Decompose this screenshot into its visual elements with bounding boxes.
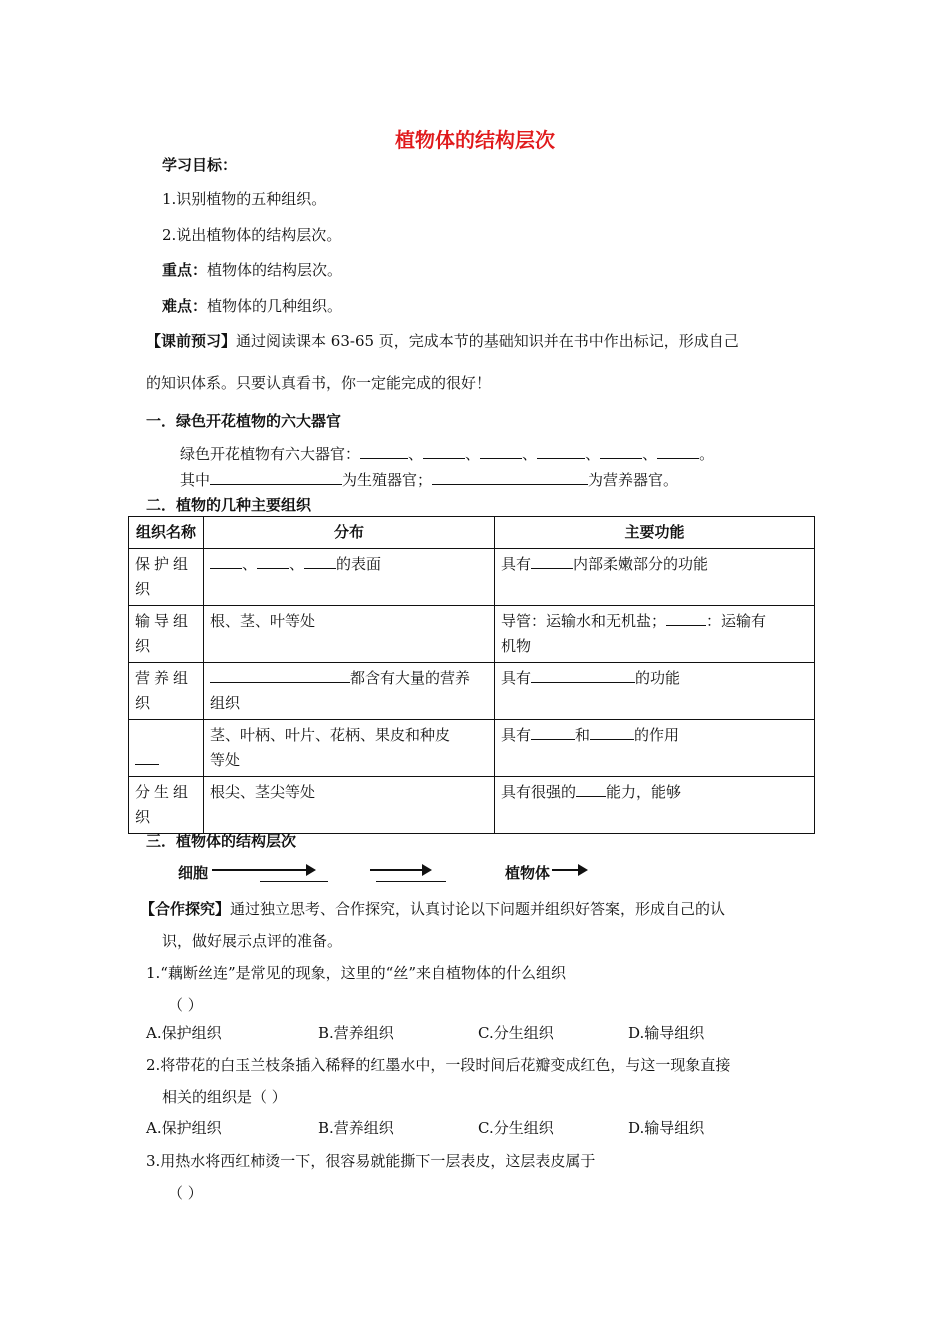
- explore-label: 【合作探究】: [140, 900, 231, 918]
- dist-text: 组织: [210, 694, 241, 712]
- preview-paragraph: [146, 330, 739, 351]
- dist-text: 都含有大量的营养: [350, 669, 471, 687]
- header-function: 主要功能: [495, 517, 815, 549]
- objectives-heading: 学习目标：: [162, 156, 238, 174]
- arrow-icon: [552, 869, 586, 871]
- func-text: 具有: [501, 726, 532, 744]
- table-header-row: [129, 517, 815, 549]
- sep: 、: [585, 445, 601, 463]
- func-text: 具有: [501, 669, 532, 687]
- tissue-function: [495, 720, 815, 777]
- blank[interactable]: [423, 444, 465, 459]
- section1-heading: 一．绿色开花植物的六大器官: [146, 412, 342, 430]
- blank[interactable]: [657, 444, 699, 459]
- organs-line: [180, 443, 714, 464]
- func-text: 机物: [501, 637, 532, 655]
- blank[interactable]: [257, 554, 289, 569]
- blank[interactable]: [666, 611, 706, 626]
- table-row: [129, 720, 815, 777]
- tissue-name: 营养组织: [129, 663, 204, 720]
- question-2-line2[interactable]: 相关的组织是（ ）: [162, 1088, 287, 1106]
- page-title: 植物体的结构层次: [395, 128, 555, 152]
- section2-heading: 二．植物的几种主要组织: [146, 496, 312, 514]
- difficulty-point: [162, 295, 342, 316]
- arrow-icon: [212, 869, 314, 871]
- tissue-function: [495, 606, 815, 663]
- table-row: [129, 606, 815, 663]
- preview-line1: 通过阅读课本 63-65 页，完成本节的基础知识并在书中作出标记，形成自己: [236, 332, 739, 350]
- blank[interactable]: [600, 444, 642, 459]
- key-point-text: 植物体的结构层次。: [207, 261, 343, 279]
- explore-paragraph: [140, 898, 725, 919]
- sep: 、: [465, 445, 481, 463]
- dist-text: 的表面: [336, 555, 382, 573]
- tissue-distribution: [204, 663, 495, 720]
- blank[interactable]: [531, 668, 635, 683]
- dist-text: 茎、叶柄、叶片、花柄、果皮和种皮: [210, 726, 451, 744]
- blank[interactable]: [537, 444, 585, 459]
- difficulty-text: 植物体的几种组织。: [207, 297, 343, 315]
- blank[interactable]: [590, 725, 634, 740]
- objective-item: 1.识别植物的五种组织。: [162, 190, 327, 208]
- blank[interactable]: [360, 444, 408, 459]
- organs-end: 为营养器官。: [588, 471, 679, 489]
- question-2: 2.将带花的白玉兰枝条插入稀释的红墨水中，一段时间后花瓣变成红色，与这一现象直接: [146, 1056, 731, 1074]
- objective-item: 2.说出植物体的结构层次。: [162, 226, 342, 244]
- question-1-bracket[interactable]: （ ）: [168, 996, 203, 1014]
- organs-prefix: 绿色开花植物有六大器官：: [180, 445, 361, 463]
- preview-label: 【课前预习】: [146, 332, 237, 350]
- table-row: [129, 663, 815, 720]
- organs-mid: 为生殖器官；: [342, 471, 433, 489]
- option-c[interactable]: C.分生组织: [478, 1119, 554, 1137]
- dist-text: 等处: [210, 751, 241, 769]
- tissue-distribution: [204, 720, 495, 777]
- func-text: 具有很强的: [501, 783, 577, 801]
- tissue-distribution: 根尖、茎尖等处: [204, 777, 495, 834]
- blank[interactable]: [576, 782, 606, 797]
- option-d[interactable]: D.输导组织: [628, 1024, 705, 1042]
- question-3-bracket[interactable]: （ ）: [168, 1184, 203, 1202]
- func-text: 的功能: [635, 669, 681, 687]
- blank[interactable]: [432, 470, 588, 485]
- blank[interactable]: [210, 470, 342, 485]
- blank[interactable]: [210, 554, 242, 569]
- option-c[interactable]: C.分生组织: [478, 1024, 554, 1042]
- tissue-distribution: 、 、 的表面: [204, 549, 495, 606]
- tissue-name: 输导组织: [129, 606, 204, 663]
- difficulty-label: 难点：: [162, 297, 208, 315]
- sep: 、: [642, 445, 658, 463]
- end: 。: [699, 445, 715, 463]
- sep: 、: [522, 445, 538, 463]
- func-text: 和: [575, 726, 591, 744]
- tissue-name: 保护组织: [129, 549, 204, 606]
- blank[interactable]: [304, 554, 336, 569]
- section3-heading: 三．植物体的结构层次: [146, 832, 297, 850]
- option-b[interactable]: B.营养组织: [318, 1119, 394, 1137]
- question-1: 1.“藕断丝连”是常见的现象，这里的“丝”来自植物体的什么组织: [146, 964, 566, 982]
- option-d[interactable]: D.输导组织: [628, 1119, 705, 1137]
- option-a[interactable]: A.保护组织: [146, 1024, 222, 1042]
- tissue-function: [495, 663, 815, 720]
- func-text: 导管：运输水和无机盐；: [501, 612, 667, 630]
- func-text: 能力，能够: [606, 783, 682, 801]
- blank[interactable]: [135, 750, 159, 765]
- tissue-function: [495, 549, 815, 606]
- func-text: 内部柔嫩部分的功能: [573, 555, 709, 573]
- blank[interactable]: [531, 725, 575, 740]
- blank[interactable]: [210, 668, 350, 683]
- arrow-icon: [370, 869, 430, 871]
- hierarchy-blank[interactable]: [376, 881, 446, 882]
- hierarchy-end: 植物体: [505, 864, 551, 882]
- func-text: ：运输有: [706, 612, 767, 630]
- organs-line2: [180, 469, 678, 490]
- preview-line2: 的知识体系。只要认真看书，你一定能完成的很好！: [146, 374, 492, 392]
- func-text: 的作用: [634, 726, 680, 744]
- table-row: [129, 549, 815, 606]
- blank[interactable]: [531, 554, 573, 569]
- header-name: 组织名称: [129, 517, 204, 549]
- header-distribution: 分布: [204, 517, 495, 549]
- key-point: [162, 259, 342, 280]
- question-3: 3.用热水将西红柿烫一下，很容易就能撕下一层表皮，这层表皮属于: [146, 1152, 596, 1170]
- tissue-name: [129, 720, 204, 777]
- table-row: [129, 777, 815, 834]
- hierarchy-blank[interactable]: [260, 881, 328, 882]
- tissue-name: 分生组织: [129, 777, 204, 834]
- tissue-table: [128, 516, 815, 834]
- tissue-distribution: 根、茎、叶等处: [204, 606, 495, 663]
- func-text: 具有: [501, 555, 532, 573]
- hierarchy-start: 细胞: [178, 864, 209, 882]
- sep: 、: [408, 445, 424, 463]
- key-point-label: 重点：: [162, 261, 208, 279]
- organs-prefix2: 其中: [180, 471, 211, 489]
- tissue-function: [495, 777, 815, 834]
- blank[interactable]: [480, 444, 522, 459]
- explore-line1: 通过独立思考、合作探究，认真讨论以下问题并组织好答案，形成自己的认: [230, 900, 726, 918]
- option-b[interactable]: B.营养组织: [318, 1024, 394, 1042]
- explore-line2: 识，做好展示点评的准备。: [162, 932, 343, 950]
- option-a[interactable]: A.保护组织: [146, 1119, 222, 1137]
